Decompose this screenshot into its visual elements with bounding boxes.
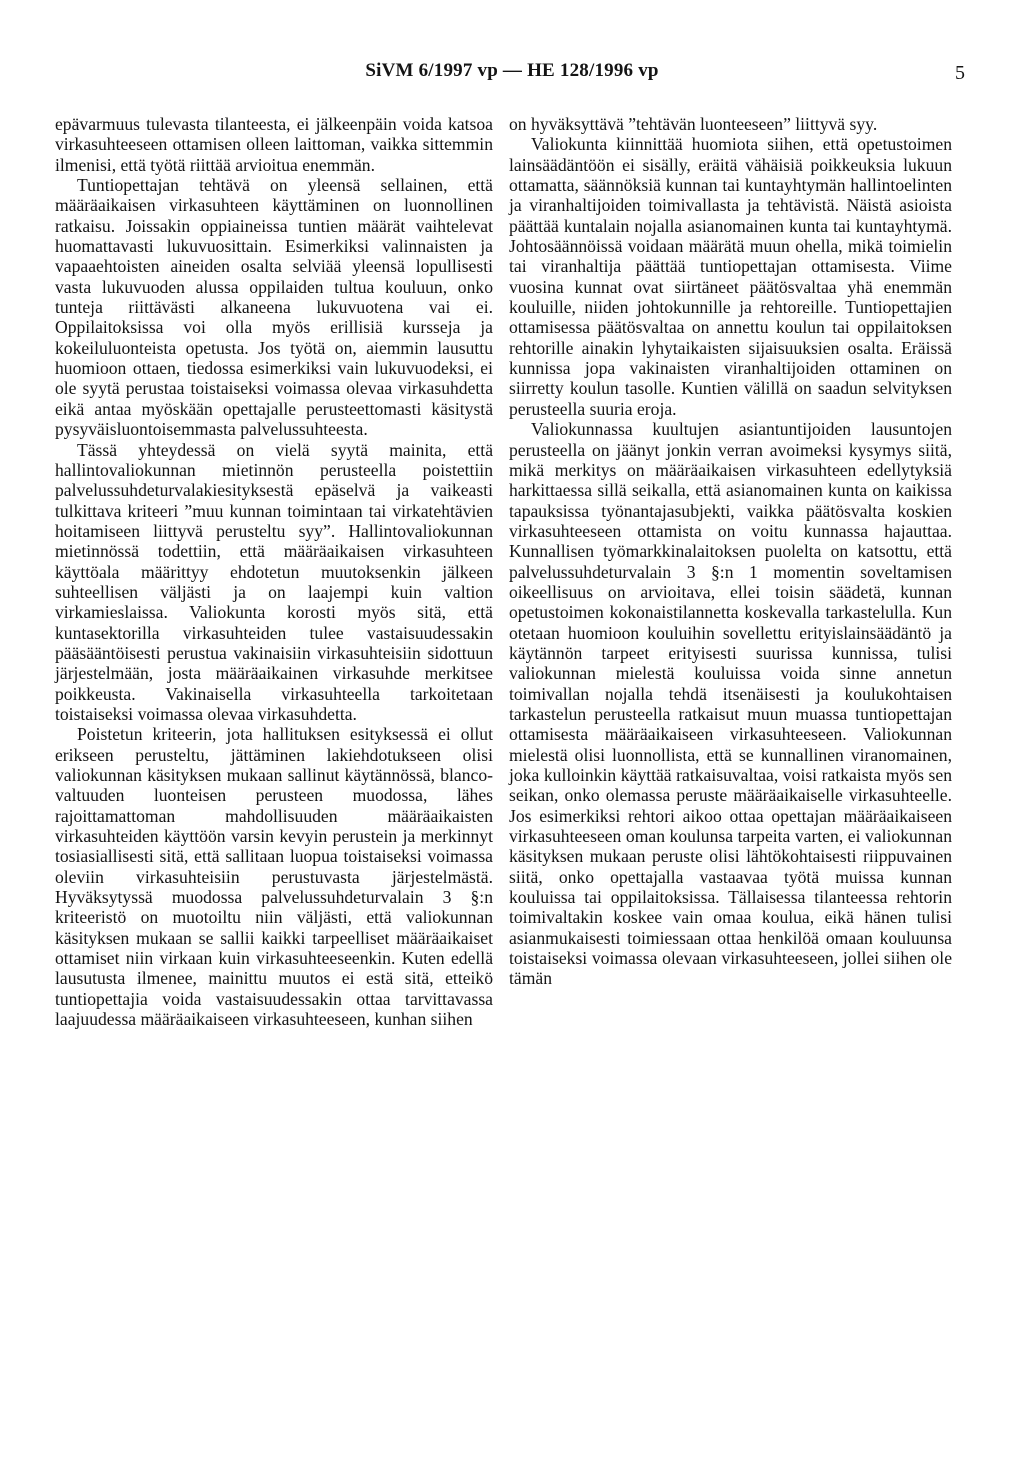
paragraph: on hyväksyttävä ”tehtävän luonteeseen” liittyvä syy. xyxy=(509,114,878,134)
paragraph: Tässä yhteydessä on vielä syytä mainita, että hallintovaliokunnan mietinnön perusteella poistettiin palvelussuhdeturvalakiesityksestä epäselvä ja vaikeasti tulkittava kriteeri ”muu kunnan toimintaan tai virkatehtävien hoitamiseen liittyvä perusteltu syy”. Hallintovaliokunnan mietinnössä todettiin, että määräaikaisen virkasuhteen käyttöala määrittyy ehdotetun muutoksenkin jälkeen suhteellisen väljästi ja on laajempi kuin valtion virkamieslaissa. Valiokunta korosti myös sitä, että kuntasektorilla virkasuhteiden tulee vastaisuudessakin pääsääntöisesti perustua vakinaisiin virkasuhteisiin sidottuun järjestelmään, josta määräaikainen virkasuhde merkitsee poikkeusta. Vakinaisella virkasuhteella tarkoitetaan toistaiseksi voimassa olevaa virkasuhdetta. xyxy=(55,439,493,724)
paragraph: Valiokunta kiinnittää huomiota siihen, että opetustoimen lainsäädäntöön ei sisälly, eräitä vähäisiä poikkeuksia lukuun ottamatta, säännöksiä kunnan tai kuntayhtymän hallintoelinten ja viranhaltijoiden toimivallasta ja tehtävistä. Näistä asioista päättää kuntalain nojalla asianomainen kunta tai kuntayhtymä. Johtosäännöissä voidaan määrätä muun ohella, mikä toimielin tai viranhaltija päättää tuntiopettajan ottamisesta. Viime vuosina kunnat ovat siirtäneet päätösvaltaa yhä enemmän kouluille, niiden johtokunnille ja rehtoreille. Tuntiopettajien ottamisessa päätösvaltaa on annettu koulun tai oppilaitoksen rehtorille ainakin lyhytaikaisten sijaisuuksien osalta. Eräissä kunnissa jopa vakinaisten viranhaltijoiden ottaminen on siirretty koulun tasolle. Kuntien välillä on saadun selvityksen perusteella suuria eroja. xyxy=(509,134,952,419)
paragraph: Tuntiopettajan tehtävä on yleensä sellainen, että määräaikaisen virkasuhteen käyttäminen on luonnollinen ratkaisu. Joissakin oppiaineissa tuntien määrät vaihtelevat huomattavasti lukuvuosittain. Esimerkiksi valinnaisten ja vapaaehtoisten aineiden osalta selviää yleensä lopullisesti vasta lukuvuoden alussa oppilaiden tultua kouluun, onko tunteja riittävästi alkaneena lukuvuotena vai ei. Oppilaitoksissa voi olla myös erillisiä kursseja ja kokeiluluonteista opetusta. Jos työtä on, aiemmin lausuttu huomioon ottaen, tiedossa esimerkiksi vain lukuvuodeksi, ei ole syytä perustaa toistaiseksi voimassa olevaa virkasuhdetta eikä antaa myöskään opettajalle perusteettomasti käsitystä pysyväisluontoisemmasta palvelussuhteesta. xyxy=(55,175,493,440)
paragraph: Poistetun kriteerin, jota hallituksen esityksessä ei ollut erikseen perusteltu, jättäminen lakiehdotukseen olisi valiokunnan käsityksen mukaan sallinut käytännössä, blanco-valtuuden luonteisen perusteen muodossa, lähes rajoittamattoman mahdollisuuden määräaikaisten virkasuhteiden käyttöön varsin kevyin perustein ja merkinnyt tosiasiallisesti sitä, että sallitaan luopua toistaiseksi voimassa oleviin virkasuhteisiin perustuvasta järjestelmästä. Hyväksytyssä muodossa palvelussuhdeturvalain 3 §:n kriteeristö on muotoiltu niin väljästi, että valiokunnan käsityksen mukaan se sallii kaikki tarpeelliset määräaikaiset ottamiset niin virkaan kuin virkasuhteeseenkin. Kuten edellä lausutusta ilmenee, mainittu muutos ei estä sitä, etteikö tuntiopettajia voida vastaisuudessakin ottaa tarvittavassa laajuudessa määräaikaiseen virkasuhteeseen, kunhan siihen xyxy=(55,724,493,1030)
page-header xyxy=(0,60,1024,90)
page-number: 5 xyxy=(955,62,965,84)
right-text-column xyxy=(509,114,952,989)
running-header-title: SiVM 6/1997 vp — HE 128/1996 vp xyxy=(365,60,659,81)
left-text-column xyxy=(55,114,493,1029)
paragraph: epävarmuus tulevasta tilanteesta, ei jälkeenpäin voida katsoa virkasuhteeseen ottamisen olleen laittoman, vaikka sittemmin ilmenisi, että työtä riittää arvioitua enemmän. xyxy=(55,114,493,175)
paragraph: Valiokunnassa kuultujen asiantuntijoiden lausuntojen perusteella on jäänyt jonkin verran avoimeksi kysymys siitä, mikä merkitys on määräaikaisen virkasuhteen edellytyksiä harkittaessa sillä seikalla, että asianomainen kunta on kaikissa tapauksissa työnantajasubjekti, vaikka päätösvalta koskien virkasuhteeseen ottamista on voitu kunnassa hajauttaa. Kunnallisen työmarkkinalaitoksen puolelta on katsottu, että palvelussuhdeturvalain 3 §:n 1 momentin soveltamisen oikeellisuus on arvioitava, ellei toisin säädetä, kunnan opetustoimen kokonaistilannetta koskevalla tarkastelulla. Kun otetaan huomioon kouluihin sovellettu erityislainsäädäntö ja käytännön tarpeet erityisesti suurissa kunnissa, tulisi valiokunnan mielestä kouluissa voida sinne annetun toimivallan nojalla tehdä itsenäisesti ja koulukohtaisen tarkastelun perusteella ratkaisut muun muassa tuntiopettajan ottamisesta määräaikaiseen virkasuhteeseen. Valiokunnan mielestä olisi luonnollista, että se kunnallinen viranomainen, joka kulloinkin käyttää ratkaisuvaltaa, voisi ratkaista myös sen seikan, onko olemassa peruste määräaikaiselle virkasuhteelle. Jos esimerkiksi rehtori aikoo ottaa opettajan määräaikaiseen virkasuhteeseen oman koulunsa tarpeita varten, ei valiokunnan käsityksen mukaan peruste olisi lähtökohtaisesti riippuvainen siitä, onko opettajalla vastaavaa työtä muissa kunnan kouluissa tai oppilaitoksissa. Tällaisessa tilanteessa rehtorin toimivaltakin koskee vain omaa koulua, eikä hänen tulisi asianmukaisesti toimiessaan ottaa henkilöä omaan kouluunsa toistaiseksi voimassa olevaan virkasuhteeseen, jollei siihen ole tämän xyxy=(509,419,952,989)
